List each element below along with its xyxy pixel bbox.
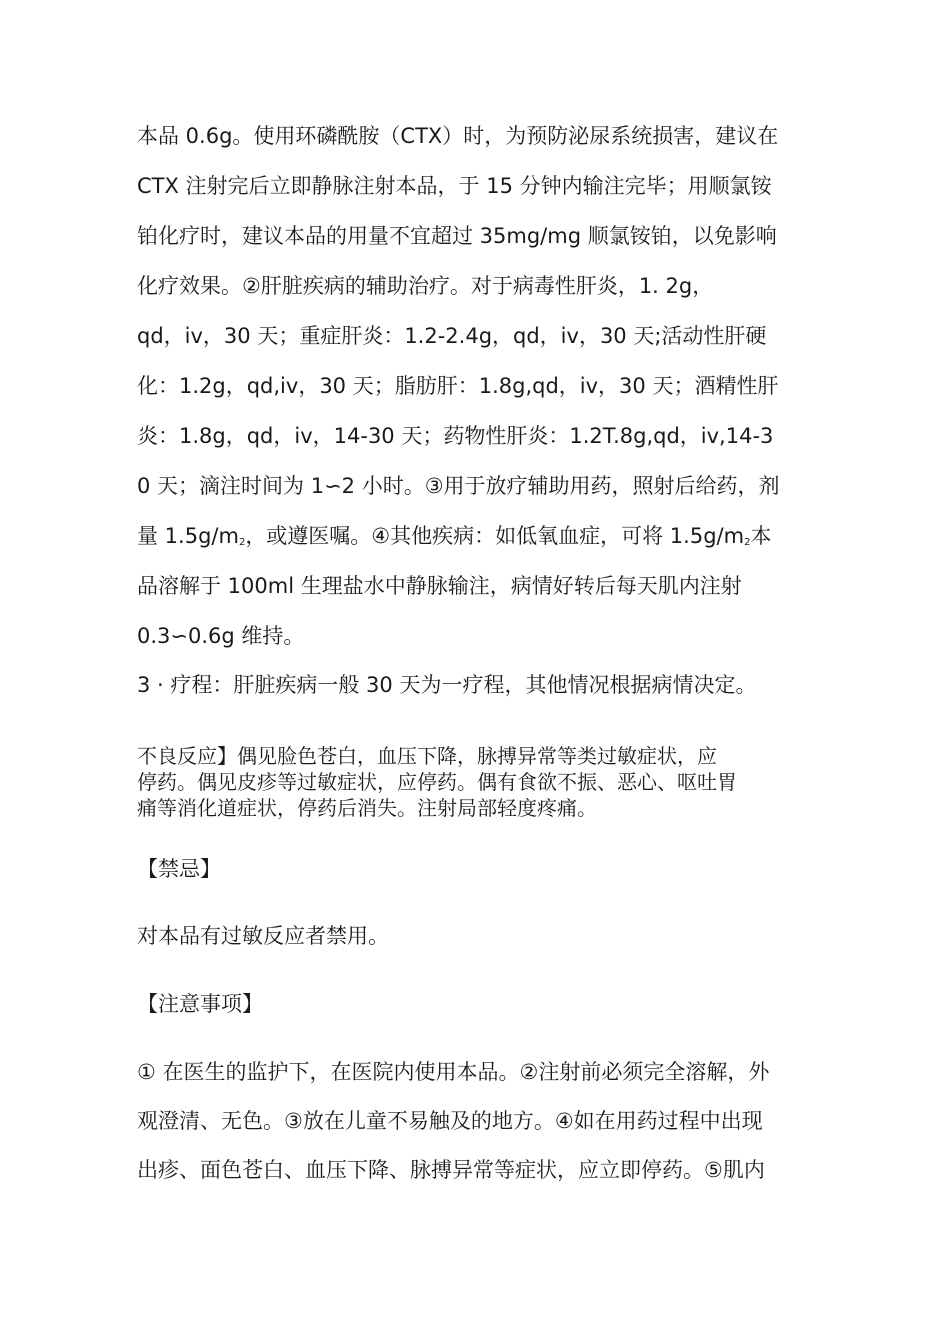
dosage-line-4: 化疗效果。②肝脏疾病的辅助治疗。对于病毒性肝炎，1. 2g， — [137, 274, 714, 298]
dosage-line-9-subscript-2: 2 — [744, 537, 751, 548]
dosage-line-9-part-a: 量 1.5g/m — [137, 524, 239, 548]
adverse-line-3: 痛等消化道症状，停药后消失。注射局部轻度疼痛。 — [137, 796, 597, 820]
dosage-line-3: 铂化疗时，建议本品的用量不宜超过 35mg/mg 顺氯铵铂，以免影响 — [137, 224, 777, 248]
adverse-line-2: 停药。偶见皮疹等过敏症状，应停药。偶有食欲不振、恶心、呕吐胃 — [137, 770, 737, 794]
contraindication-heading: 【禁忌】 — [137, 857, 221, 881]
precautions-line-2: 观澄清、无色。③放在儿童不易触及的地方。④如在用药过程中出现 — [137, 1109, 763, 1133]
precautions-line-3: 出疹、面色苍白、血压下降、脉搏异常等症状，应立即停药。⑤肌内 — [137, 1158, 765, 1182]
dosage-line-9-part-c: 本 — [750, 524, 772, 548]
dosage-line-11: 0.3∽0.6g 维持。 — [137, 624, 305, 648]
dosage-line-9-part-b: ，或遵医嘱。④其他疾病：如低氧血症，可将 1.5g/m — [245, 524, 745, 548]
dosage-line-9-subscript: 2 — [238, 537, 246, 548]
dosage-line-2: CTX 注射完后立即静脉注射本品，于 15 分钟内输注完毕；用顺氯铵 — [137, 174, 772, 198]
contraindication-text: 对本品有过敏反应者禁用。 — [137, 924, 389, 948]
precautions-heading: 【注意事项】 — [137, 992, 263, 1016]
precautions-line-1: ① 在医生的监护下，在医院内使用本品。②注射前必须完全溶解，外 — [137, 1060, 770, 1084]
dosage-line-5: qd，iv，30 天；重症肝炎：1.2-2.4g，qd，iv，30 天;活动性肝硬 — [137, 324, 767, 348]
course-line: 3 · 疗程：肝脏疾病一般 30 天为一疗程，其他情况根据病情决定。 — [137, 673, 757, 697]
dosage-line-7: 炎：1.8g，qd，iv，14-30 天；药物性肝炎：1.2T.8g,qd，iv,14-3 — [137, 424, 774, 448]
dosage-line-1: 本品 0.6g。使用环磷酰胺（CTX）时，为预防泌尿系统损害，建议在 — [137, 124, 779, 148]
dosage-line-8: 0 天；滴注时间为 1∽2 小时。③用于放疗辅助用药，照射后给药，剂 — [137, 474, 780, 498]
dosage-line-6: 化：1.2g，qd,iv，30 天；脂肪肝：1.8g,qd，iv，30 天；酒精性肝 — [137, 374, 779, 398]
adverse-line-1: 不良反应】偶见脸色苍白，血压下降，脉搏异常等类过敏症状，应 — [137, 744, 717, 768]
dosage-line-9 — [137, 522, 771, 557]
dosage-line-10: 品溶解于 100ml 生理盐水中静脉输注，病情好转后每天肌内注射 — [137, 574, 742, 598]
